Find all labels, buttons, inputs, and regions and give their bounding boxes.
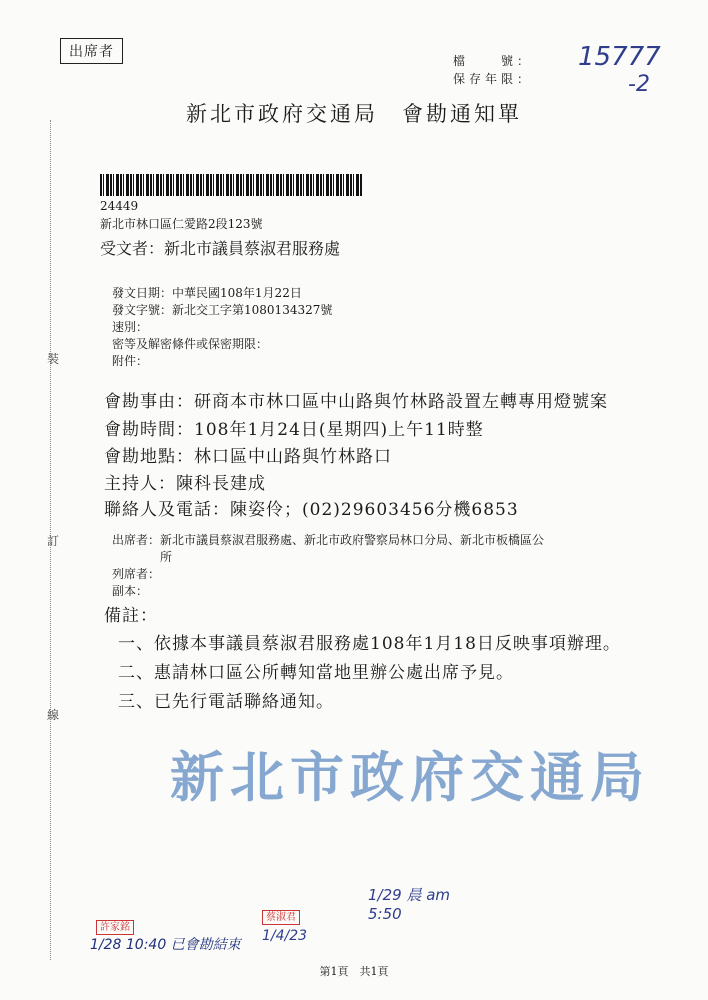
doc-number-label: 發文字號： — [112, 303, 173, 317]
copy-label: 副本： — [112, 584, 149, 598]
observers-label: 列席者： — [112, 567, 161, 581]
postal-code: 24449 — [100, 199, 139, 213]
attendees-line-1: 新北市議員蔡淑君服務處、新北市政府警察局林口分局、新北市板橋區公 — [160, 533, 545, 547]
margin-mark: 裝 — [47, 352, 60, 366]
retention-label: 保存年限： — [452, 72, 533, 86]
attendees-line-2: 所 — [160, 550, 173, 564]
agency-stamp: 新北市政府交通局 — [170, 745, 650, 809]
inspection-subject: 會勘事由：研商本市林口區中山路與竹林路設置左轉專用燈號案 — [104, 392, 608, 412]
seal-middle: 蔡淑君 — [262, 910, 300, 925]
secrecy-label: 密等及解密條件或保密期限： — [112, 337, 269, 351]
recipient: 受文者：新北市議員蔡淑君服務處 — [100, 239, 341, 258]
attendee-box-label: 出席者 — [60, 38, 123, 64]
handwritten-file-number: 15777 — [578, 42, 661, 72]
address: 新北市林口區仁愛路2段123號 — [100, 217, 263, 231]
inspection-time: 會勘時間：108年1月24日(星期四)上午11時整 — [104, 420, 484, 440]
speed-label: 速別： — [112, 320, 149, 334]
remark-item: 二、惠請林口區公所轉知當地里辦公處出席予見。 — [118, 663, 514, 683]
issue-date: 中華民國108年1月22日 — [172, 286, 302, 300]
issue-date-label: 發文日期： — [112, 286, 173, 300]
margin-mark: 訂 — [47, 534, 60, 548]
doc-number: 新北交工字第1080134327號 — [172, 303, 333, 317]
document-title: 新北市政府交通局 會勘通知單 — [186, 102, 522, 126]
host: 主持人：陳科長建成 — [104, 474, 266, 494]
handwritten-mid: 1/4/23 — [262, 928, 308, 944]
remarks-label: 備註： — [104, 606, 158, 626]
seal-left: 許家銘 — [96, 920, 134, 935]
attendees-label: 出席者： — [112, 533, 161, 547]
doc-number-row — [112, 301, 332, 318]
inspection-location: 會勘地點：林口區中山路與竹林路口 — [104, 447, 392, 467]
attachment-label: 附件： — [112, 354, 149, 368]
contact: 聯絡人及電話：陳姿伶；(02)29603456分機6853 — [104, 500, 519, 520]
margin-mark: 線 — [47, 708, 60, 722]
barcode — [100, 174, 362, 196]
handwritten-retention: -2 — [628, 72, 650, 97]
remark-item: 一、依據本事議員蔡淑君服務處108年1月18日反映事項辦理。 — [118, 634, 621, 654]
remark-item: 三、已先行電話聯絡通知。 — [118, 692, 334, 712]
handwritten-note: 1/28 10:40 已會勘結束 — [90, 937, 241, 953]
file-number-label: 檔 號： — [452, 54, 533, 68]
issue-date-row — [112, 284, 302, 301]
handwritten-right: 1/29 晨 am 5:50 — [368, 886, 451, 923]
page-number: 第1頁 共1頁 — [319, 965, 389, 978]
